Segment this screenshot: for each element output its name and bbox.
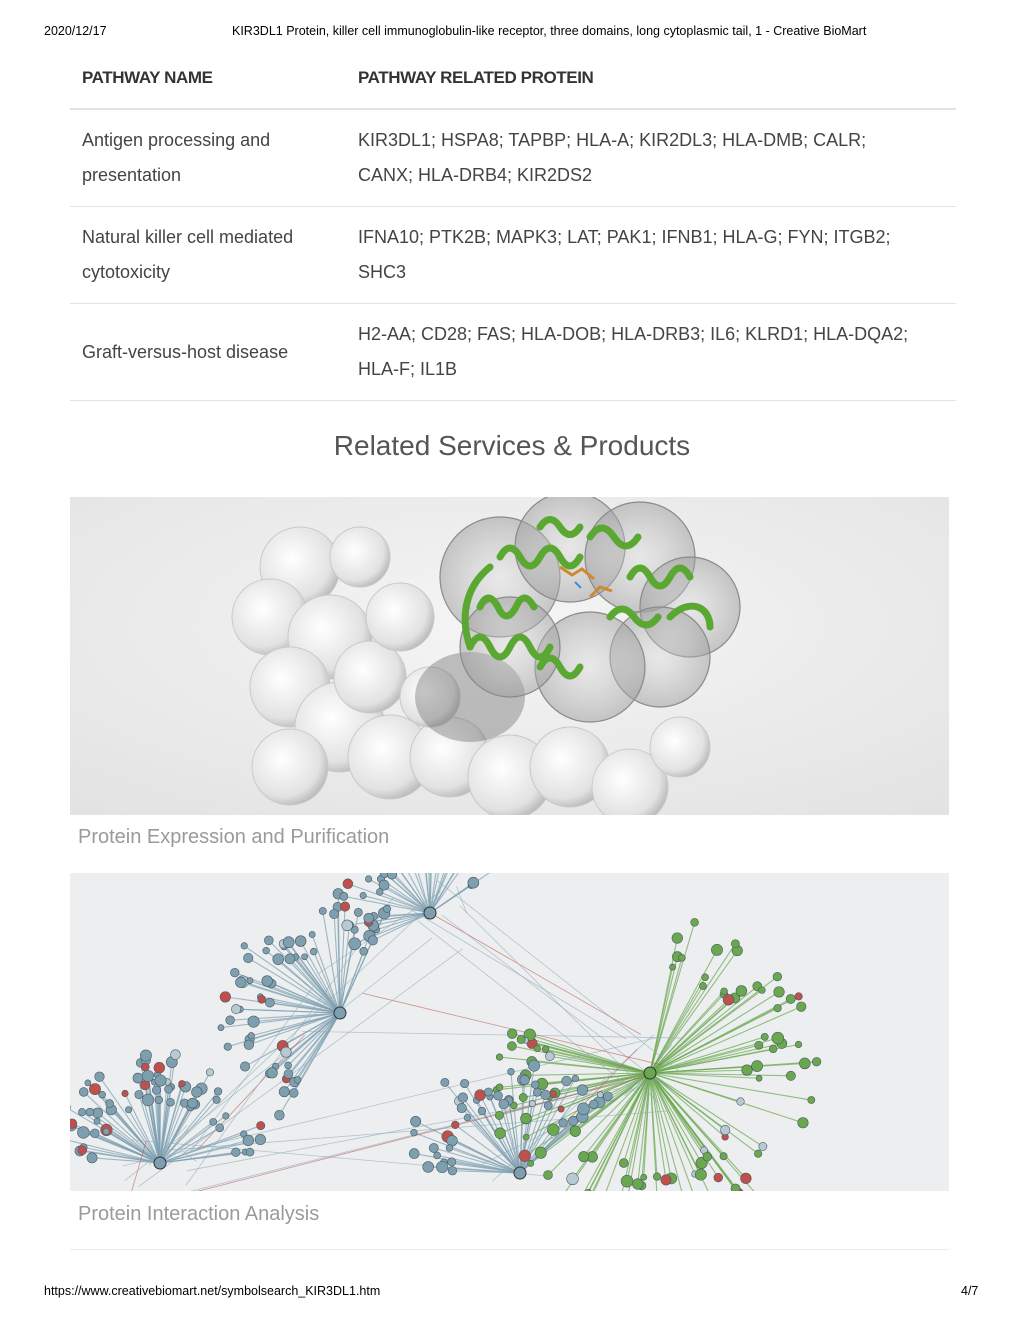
related-protein-cell <box>358 317 948 387</box>
related-section-title: Related Services & Products <box>333 430 691 461</box>
cell-line: CANX; HLA-DRB4; KIR2DS2 <box>358 165 593 185</box>
protein-structure-illustration <box>70 497 949 815</box>
pathway-name-cell <box>82 220 342 290</box>
cell-line: HLA-F; IL1B <box>358 359 458 379</box>
cell-line: presentation <box>82 165 182 185</box>
pathway-name-cell <box>82 335 342 370</box>
related-protein-cell <box>358 220 948 290</box>
pathway-name-cell <box>82 123 342 193</box>
protein-structure-image[interactable] <box>70 497 949 815</box>
column-header-pathway-name: PATHWAY NAME <box>82 68 213 87</box>
cell-line: KIR3DL1; HSPA8; TAPBP; HLA-A; KIR2DL3; HLA-DMB; CALR; <box>358 130 867 150</box>
protein-interaction-network-illustration <box>70 873 949 1191</box>
table-row <box>70 304 956 401</box>
cell-line: cytotoxicity <box>82 262 171 282</box>
print-header <box>0 24 1024 42</box>
protein-network-image[interactable] <box>70 873 949 1191</box>
table-header <box>70 50 956 110</box>
table-row <box>70 207 956 304</box>
protein-interaction-link[interactable]: Protein Interaction Analysis <box>78 1203 320 1225</box>
cell-line: H2-AA; CD28; FAS; HLA-DOB; HLA-DRB3; IL6; KLRD1; HLA-DQA2; <box>358 324 909 344</box>
page-number: 4/7 <box>961 1284 979 1298</box>
divider <box>70 1249 949 1250</box>
pathway-table <box>70 50 956 401</box>
print-url: https://www.creativebiomart.net/symbolsearch_KIR3DL1.htm <box>44 1284 381 1298</box>
protein-expression-link[interactable]: Protein Expression and Purification <box>78 826 390 848</box>
cell-line: SHC3 <box>358 262 407 282</box>
cell-line: Graft-versus-host disease <box>82 342 289 362</box>
column-header-related-protein: PATHWAY RELATED PROTEIN <box>358 68 594 87</box>
cell-line: Antigen processing and <box>82 130 271 150</box>
print-date: 2020/12/17 <box>44 24 107 38</box>
cell-line: Natural killer cell mediated <box>82 227 294 247</box>
cell-line: IFNA10; PTK2B; MAPK3; LAT; PAK1; IFNB1; HLA-G; FYN; ITGB2; <box>358 227 891 247</box>
print-title: KIR3DL1 Protein, killer cell immunoglobulin-like receptor, three domains, long cytoplasmic tail, 1 - Creative BioMart <box>232 24 867 38</box>
related-protein-cell <box>358 123 948 193</box>
table-row <box>70 110 956 207</box>
